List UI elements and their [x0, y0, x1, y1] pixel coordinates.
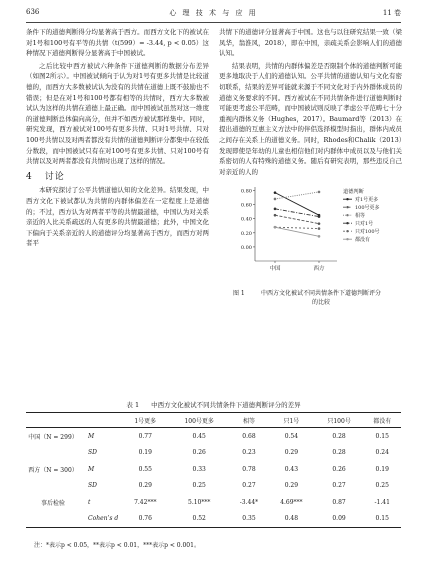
data-point [274, 214, 277, 217]
group-label: 西方（N = 300） [28, 466, 78, 474]
x-tick-label: 西方 [313, 266, 325, 273]
table-cell: 7.42*** [134, 498, 157, 506]
legend-marker [346, 214, 348, 216]
legend-marker [346, 230, 348, 232]
journal-title: 心 理 技 术 与 应 用 [169, 9, 258, 17]
table-cell: -3.44* [239, 498, 259, 506]
y-tick-label: 0.60 [240, 202, 252, 209]
table-cell: 0.19 [375, 465, 389, 473]
group-label: 中国（N = 299） [28, 433, 78, 441]
table-header-cell: 相等 [242, 417, 255, 425]
table-header-cell [26, 413, 80, 428]
paragraph: 共情下的道德评分显著高于中国。这也与以往研究结果一致（梁凤华，翁淮风，2018），即在中国，亲疏关系会影响人们的道德认知。 [219, 28, 402, 58]
table-cell: 0.33 [192, 465, 206, 473]
table-cell: 0.35 [242, 515, 256, 523]
table-number: 表 1 [126, 401, 140, 409]
table-header-cell [80, 413, 122, 428]
table-header-cell: 只100号 [327, 417, 351, 425]
line-chart [227, 183, 402, 287]
table-cell: 0.43 [284, 465, 299, 473]
stat-label: M [88, 432, 95, 440]
group-label [26, 445, 80, 462]
table-cell: 0.76 [138, 515, 152, 523]
stat-label: SD [88, 482, 97, 490]
table-cell: 0.26 [332, 465, 346, 473]
legend-title: 道德判断 [343, 189, 364, 196]
legend-label: 只对1号 [355, 221, 374, 228]
table-cell: 0.19 [138, 449, 152, 457]
table-cell: 0.29 [284, 482, 299, 490]
table-cell: 5.10*** [188, 498, 211, 506]
legend-marker [346, 222, 348, 224]
table-row [26, 478, 401, 495]
series-line [275, 216, 319, 224]
table-row [26, 445, 401, 462]
running-header [26, 8, 401, 20]
legend-label: 对1号更多 [355, 197, 379, 204]
paragraph: 条件下的道德判断得分均显著高于西方。而西方文化下的被试在对1号和100号有平等的共情（t(599）= -3.44, p < 0.05）这种情况下道德判断得分显著高于中国被试。 [26, 28, 209, 58]
table-cell: 0.68 [242, 432, 256, 440]
page-number: 636 [26, 8, 40, 16]
results-table [26, 412, 401, 528]
table-cell: 0.29 [138, 482, 152, 490]
y-tick-label: 0.40 [240, 217, 252, 224]
table-header-row [26, 413, 401, 428]
data-point [318, 235, 321, 238]
data-point [318, 228, 321, 231]
table-cell: 0.77 [138, 432, 152, 440]
group-label [26, 478, 80, 495]
table-cell: 0.28 [332, 432, 346, 440]
table-cell: 0.09 [332, 515, 346, 523]
table-row [26, 428, 401, 445]
series-line [275, 192, 319, 199]
table-cell: 0.87 [332, 498, 346, 506]
data-point [274, 198, 277, 201]
table-cell: 0.15 [375, 432, 389, 440]
section-title: 讨论 [44, 171, 65, 182]
legend-label: 100号更多 [355, 205, 380, 212]
table-row [26, 511, 401, 528]
table-cell: 0.25 [192, 482, 206, 490]
x-tick-label: 中国 [269, 266, 281, 273]
table-cell: 0.54 [284, 432, 299, 440]
table-cell: 0.29 [284, 449, 299, 457]
legend-label: 相等 [355, 213, 366, 220]
group-label: 事后检验 [40, 499, 65, 507]
stat-label: SD [88, 449, 97, 457]
table-cell: 0.25 [375, 482, 389, 490]
table-note: 注：*表示p < 0.05，**表示p < 0.01，***表示p < 0.001。 [34, 542, 200, 549]
data-point [318, 216, 321, 219]
series-line [275, 193, 319, 216]
right-column [219, 27, 402, 313]
paragraph: 本研究探讨了公平共情道德认知的文化差异。结果发现，中西方文化下被试都认为共情的内群体偏差在一定程度上是道德的；不过，西方认为对两者平等的共情最道德，中国认为对关系亲近的人比关系疏远的人有更多的共情最道德；此外，中国文化下偏向于关系亲近的人的道德评分均显著高于西方，而西方对两者平 [26, 186, 209, 248]
stat-label: t [88, 498, 91, 506]
table-cell: 0.27 [332, 482, 346, 490]
table-row [26, 461, 401, 478]
figure-number: 图 1 [233, 290, 245, 298]
legend-marker [346, 238, 348, 240]
table-title-text: 中西方文化被试不同共情条件下道德判断评分的差异 [151, 401, 301, 409]
figure-caption-text: 中西方文化被试不同共情条件下道德判断评分的比较 [261, 290, 382, 307]
table-title [26, 400, 401, 409]
table-cell: 0.55 [138, 465, 152, 473]
table-cell: 0.28 [332, 449, 346, 457]
table-cell: 0.15 [375, 515, 389, 523]
data-point [274, 208, 277, 211]
paragraph: 之后比较中西方被试六种条件下道德判断的数据分布差异（如图2所示）。中国被试倾向于认为对1号有更多共情是比较道德的，而西方大多数被试认为没有的共情在道德上既不鼓励也不错误；但是在对1号和100号都有相等的共情时，西方大多数被试认为这样的共情在道德上最正确。而中国被试虽然对这一维度的道德判断总体偏向高分，但并不如西方被试那样集中。同时，研究发现，西方被试对100号有更多共情、只对1号共情、只对100号共情以及对两者都没有共情的道德判断评分都集中在较低分数段，而中国被试只有在对100号有更多共情、只对100号有共情以及对两者都没有共情时出现了这样的情况。 [26, 61, 209, 166]
table-cell: 0.27 [242, 482, 256, 490]
table-cell: -1.41 [374, 498, 390, 506]
stat-label: Cohen’s d [88, 515, 119, 523]
y-tick-label: 0.00 [240, 245, 252, 252]
table-header-cell: 1号更多 [134, 417, 157, 425]
table-cell: 0.45 [192, 432, 206, 440]
table-cell: 4.69*** [280, 498, 303, 506]
table-cell: 0.26 [192, 449, 206, 457]
stat-label: M [88, 465, 95, 473]
data-point [318, 223, 321, 226]
table-cell: 0.78 [242, 465, 256, 473]
group-label [26, 511, 80, 528]
volume-label: 11 卷 [382, 9, 401, 17]
section-heading [26, 172, 209, 183]
data-point [274, 192, 277, 195]
series-line [275, 209, 319, 217]
legend-marker [346, 198, 348, 200]
data-point [318, 191, 321, 194]
y-tick-label: 0.80 [240, 188, 252, 195]
table-row [26, 494, 401, 511]
header-rule [26, 22, 401, 23]
table-header-cell: 100号更多 [184, 417, 214, 425]
legend-marker [346, 206, 348, 208]
left-column [26, 27, 209, 251]
table-cell: 0.24 [375, 449, 389, 457]
section-number: 4 [26, 171, 33, 182]
table-header-cell: 只1号 [283, 417, 300, 425]
legend-label: 都没有 [355, 237, 371, 244]
legend-label: 只对100号 [355, 229, 380, 236]
table-cell: 0.23 [242, 449, 256, 457]
y-tick-label: 0.20 [240, 231, 252, 238]
figure-1 [219, 183, 402, 313]
table-cell: 0.48 [284, 515, 299, 523]
table-cell: 0.52 [192, 515, 206, 523]
table-header-cell: 都没有 [373, 417, 392, 425]
paragraph: 结果表明，共情的内群体偏差是否限制个体的道德判断可能更多地取决于人们的道德认知。公平共情的道德认知与文化有密切联系，结果的差异可能就来源于不同文化对于内外群体成员的道德义务要求的不同。西方被试在不同共情条件进行道德判断时可能更考虑公平范畴，而中国被试则反映了孝虑公平范畴七十分重视内群体义务（Hughes，2017）。Baumard等（2013）在提出道德的互惠主义方法中的伴侣选择模型时指出，群体内成员之间存在关系上的道德义务。同时，Rhodes和Chalik（2013）发现即使是年幼的儿童也相信他们对内群体中成员以及与他们关系密切的人有特殊的道德义务。随后有研究表明，那些违反自己对亲近的人的 [219, 61, 402, 176]
data-point [274, 226, 277, 229]
